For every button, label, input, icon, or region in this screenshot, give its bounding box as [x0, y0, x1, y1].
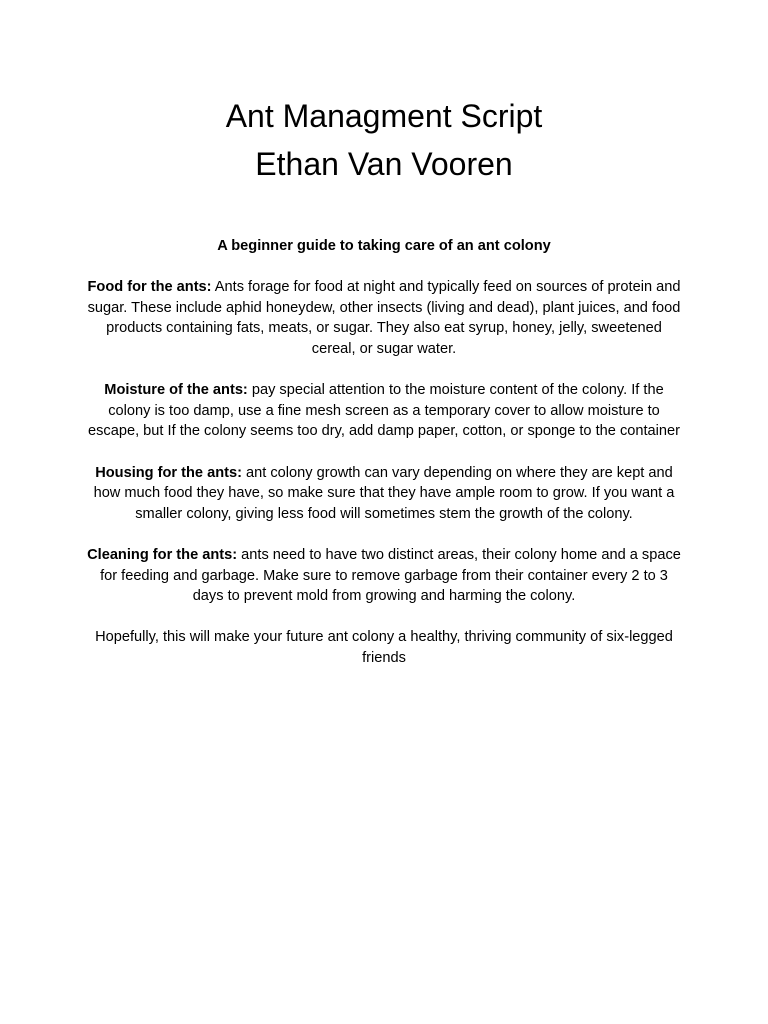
section-cleaning	[84, 545, 684, 607]
section-food-text: Ants forage for food at night and typically feed on sources of protein and sugar. These include aphid honeydew, other insects (living and dead), plant juices, and food products containing fats, meats, or sugar. They also eat syrup, honey, jelly, sweetened cereal, or sugar water.	[87, 279, 681, 357]
section-cleaning-label: Cleaning for the ants:	[87, 546, 238, 563]
section-housing-label: Housing for the ants:	[95, 464, 242, 481]
document-subtitle: A beginner guide to taking care of an ant colony	[217, 238, 551, 254]
section-moisture-label: Moisture of the ants:	[104, 382, 248, 399]
title-block	[0, 92, 768, 188]
section-housing	[84, 463, 684, 525]
section-food	[84, 277, 684, 359]
document-author: Ethan Van Vooren	[255, 146, 513, 182]
section-housing-text: ant colony growth can vary depending on where they are kept and how much food they have, so make sure that they have ample room to grow. If you want a smaller colony, giving less food will sometimes stem the growth of the colony.	[93, 464, 675, 522]
closing-paragraph: Hopefully, this will make your future ant colony a healthy, thriving community of six-legged friends	[95, 629, 673, 666]
section-food-label: Food for the ants:	[87, 279, 212, 296]
section-moisture	[84, 380, 684, 442]
section-moisture-text: pay special attention to the moisture content of the colony. If the colony is too damp, use a fine mesh screen as a temporary cover to allow moisture to escape, but If the colony seems too dry, add damp paper, cotton, or sponge to the container	[88, 382, 680, 440]
section-cleaning-text: ants need to have two distinct areas, their colony home and a space for feeding and garbage. Make sure to remove garbage from their container every 2 to 3 days to prevent mold from growing and harming the colony.	[100, 546, 681, 605]
document-body	[84, 236, 684, 689]
document-title: Ant Managment Script	[225, 98, 543, 134]
